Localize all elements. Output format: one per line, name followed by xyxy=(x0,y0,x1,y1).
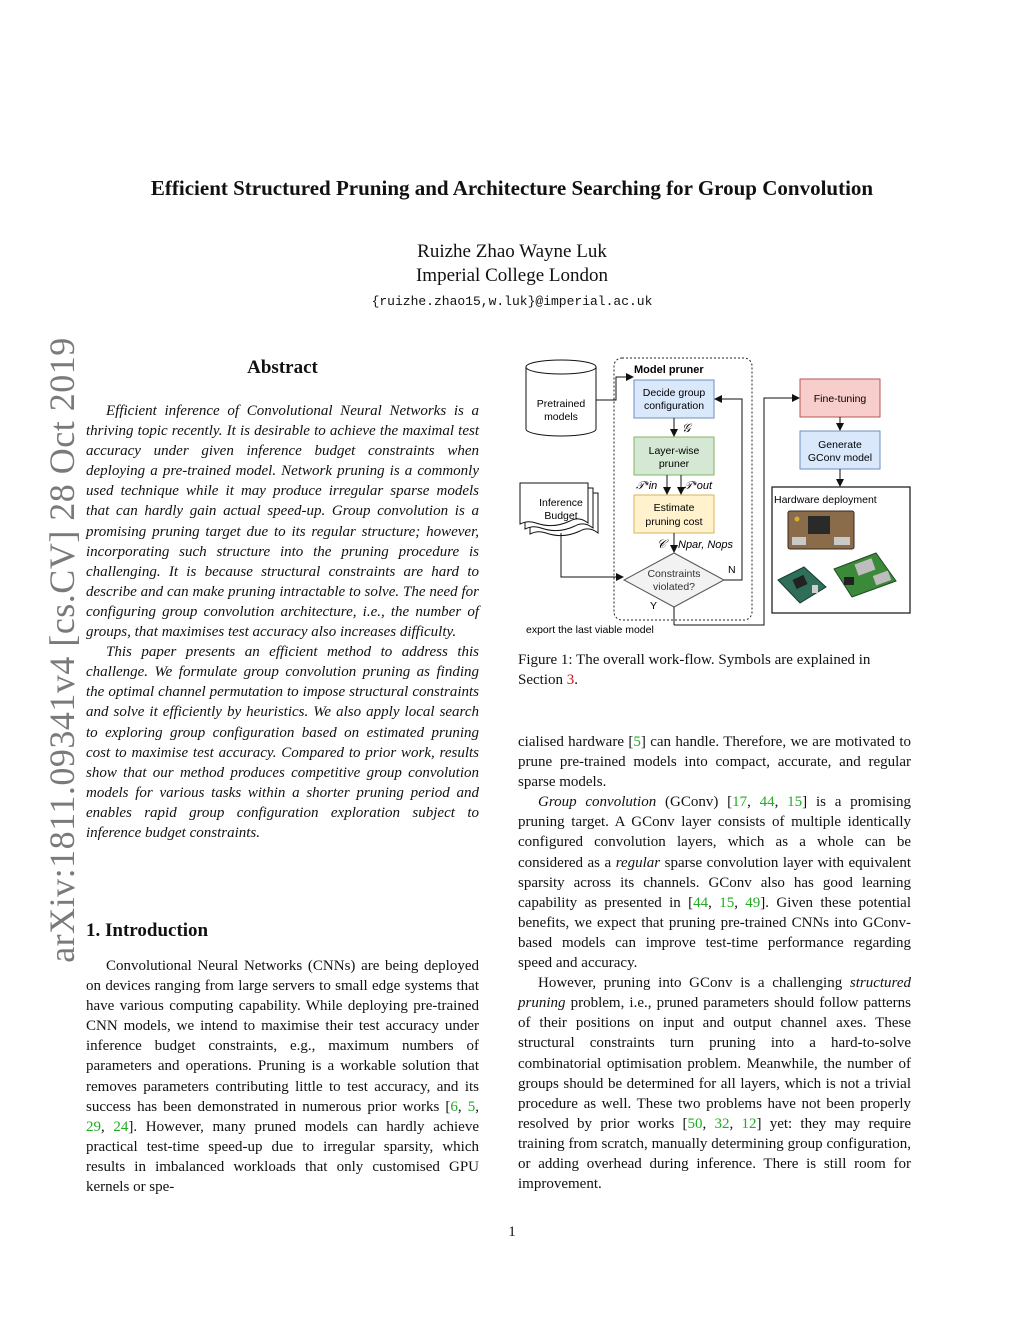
pretrained-models-cylinder xyxy=(526,360,596,436)
label-n: N xyxy=(728,564,736,576)
right-column-body xyxy=(518,732,911,1194)
text-run: Convolutional Neural Networks (CNNs) are being deployed on devices ranging from large servers to small edge systems that have various computing capability. While deploying pre-trained CNN models, we intend to maximise their test accuracy under inference budget constraints, e.g., maximum numbers of parameters and operations. Pruning is a workable solution that removes parameters contributing little to test accuracy, and its success has been demonstrated in numerous prior works [ xyxy=(86,958,479,1115)
text-run: sparse convolution layer with equivalent sparsity across its channels. GConv also has good learning capability as presented in [ xyxy=(518,854,911,911)
citation-link[interactable]: 5 xyxy=(633,734,641,750)
authors: Ruizhe Zhao Wayne Luk xyxy=(417,241,607,262)
budget-label-1: Inference xyxy=(539,497,583,509)
constraints-label-1: Constraints xyxy=(647,568,701,580)
right-paragraph-1 xyxy=(518,732,911,792)
abstract-body xyxy=(86,401,479,843)
jetson-board-image xyxy=(788,511,854,549)
budget-label-2: Budget xyxy=(544,510,578,522)
emphasis-text: regular xyxy=(615,854,661,871)
citation-link[interactable]: 6 xyxy=(450,1098,458,1115)
inference-budget-documents xyxy=(520,483,598,536)
symbol-t-in: 𝒯*in xyxy=(636,480,658,492)
model-pruner-label: Model pruner xyxy=(634,364,704,376)
pretrained-label-2: models xyxy=(544,411,578,423)
citation-link[interactable]: 50 xyxy=(687,1115,703,1132)
decide-group-box xyxy=(634,380,714,418)
right-paragraph-3: However, pruning into GConv is a challenging structured pruning problem, i.e., pruned parameters should follow patterns of their positions on input and output channel axes. These structural constraints turn pruning into a hard-to-solve combinatorial optimisation problem. Meanwhile, the number of groups should be determined for all layers, which is not a trivial procedure as well. These two problems have not been properly resolved by prior works [50, 32, 12] yet: they may require training from scratch, manually determining group configuration, or adding overhead during inference. There is still room for improvement. xyxy=(518,975,912,1193)
citation-link[interactable]: 5 xyxy=(467,1098,476,1115)
citation-link[interactable]: 12 xyxy=(741,1115,757,1132)
text-run: problem, i.e., pruned parameters should follow patterns of their positions on input and output channel axes. These structural constraints turn pruning into a hard-to-solve combinatorial optimisation problem. Meanwhile, the number of groups should be determined for all layers, which is not a trivial procedure as well. These two problems have not been properly resolved by prior works [ xyxy=(518,995,911,1132)
citation-link[interactable]: 44 xyxy=(759,794,775,811)
text-run: ] yet: they may require training from scratch, manually determining group configuration, or adding overhead during inference. There is still room for improvement. xyxy=(518,1115,912,1193)
text-run: ]. However, many pruned models can hardly achieve practical test-time speed-up due to irregular sparsity, which results in imbalanced workloads that only customised GPU kernels or spe- xyxy=(86,1118,479,1196)
abstract-heading: Abstract xyxy=(247,357,318,378)
page-number: 1 xyxy=(508,1224,516,1240)
text-run: However, pruning into GConv is a challenging xyxy=(538,975,850,992)
estimate-label-1: Estimate xyxy=(653,502,695,514)
decide-label-1: Decide group xyxy=(642,387,706,399)
citation-link[interactable]: 49 xyxy=(745,894,761,911)
constraints-decision-diamond xyxy=(624,553,724,607)
right-paragraph-2: Group convolution (GConv) [17, 44, 15] is a promising pruning target. A GConv layer consists of multiple identically configured convolution layers, which as a whole can be considered as a regular sparse convolution layer with equivalent sparsity across its channels. GConv also has good learning capability as presented in [44, 15, 49]. Given these potential benefits, we expect that pruning pre-trained CNNs into GConv-based models can improve test-time performance regarding speed and accuracy. xyxy=(518,794,912,972)
layer-label-1: Layer-wise xyxy=(648,445,700,457)
symbol-n: Npar, Nops xyxy=(678,539,734,551)
emphasis-text: structured pruning xyxy=(518,975,911,1012)
citation-link[interactable]: 15 xyxy=(719,894,735,911)
workflow-figure xyxy=(516,355,916,640)
emphasis-text: Group convolution xyxy=(538,794,657,811)
author-emails: {ruizhe.zhao15,w.luk}@imperial.ac.uk xyxy=(371,294,653,309)
export-label: export the last viable model xyxy=(526,624,654,636)
citation-link[interactable]: 15 xyxy=(787,794,803,811)
text-run: ] is a promising pruning target. A GConv layer consists of multiple identically configured convolution layers, which as a whole can be considered as a xyxy=(518,794,912,871)
figure-caption xyxy=(518,650,911,690)
abstract-paragraph-2: This paper presents an efficient method to address this challenge. We formulate group convolution pruning as finding the optimal channel permutation to impose structural constraints and solve it efficiently by heuristics. We also apply local search to exploring group configuration based on estimated pruning cost to maximise test accuracy. Compared to prior work, results show that our method produces competitive group convolution models for various tasks within a shorter pruning period and enables rapid group configuration exploration subject to inference budget constraints. xyxy=(86,644,479,841)
pretrained-label-1: Pretrained xyxy=(536,398,586,410)
citation-link[interactable]: 32 xyxy=(714,1115,730,1132)
generate-label-1: Generate xyxy=(818,439,862,451)
caption-text: Figure 1: The overall work-flow. Symbols are explained in Section xyxy=(518,652,871,688)
arxiv-sidebar-id: arXiv:1811.09341v4 [cs.CV] 28 Oct 2019 xyxy=(42,337,82,963)
text-run: cialised hardware [ xyxy=(518,734,634,750)
citation-link[interactable]: 17 xyxy=(732,794,748,811)
citation-link[interactable]: 44 xyxy=(693,894,709,911)
introduction-paragraph-1: Convolutional Neural Networks (CNNs) are being deployed on devices ranging from large servers to small edge systems that have various computing capability. While deploying pre-trained CNN models, we intend to maximise their test accuracy under inference budget constraints, e.g., maximum numbers of parameters and operations. Pruning is a workable solution that removes parameters contributing little to test accuracy, and its success has been demonstrated in numerous prior works [6, 5, 29, 24]. However, many pruned models can hardly achieve practical test-time speed-up due to irregular sparsity, which results in imbalanced workloads that only customised GPU kernels or spe- xyxy=(86,958,480,1196)
abstract-paragraph-1: Efficient inference of Convolutional Neural Networks is a thriving topic recently. It is desirable to achieve the maximal test accuracy under given inference budget constraints when deploying a pre-trained model. Network pruning is a commonly used technique while it may produce irregular sparse models that can hardly gain actual speed-up. Group convolution is a promising pruning target due to its regular structure; however, incorporating such structure into the pruning procedure is challenging. It is because structural constraints are hard to describe and can make pruning intractable to solve. The need for configuring group convolution architecture, i.e., the number of groups, that maximises test accuracy also increases difficulty. xyxy=(86,403,479,641)
affiliation: Imperial College London xyxy=(415,265,609,286)
symbol-c: 𝒞 xyxy=(657,537,666,551)
arrow-no-loop xyxy=(715,399,742,580)
label-y: Y xyxy=(650,600,658,612)
symbol-g: 𝒢 xyxy=(682,421,691,435)
introduction-heading: 1. Introduction xyxy=(86,920,209,941)
caption-text-end: . xyxy=(574,672,578,688)
citation-link[interactable]: 29 xyxy=(86,1118,101,1135)
text-run: ]. Given these potential benefits, we expect that pruning pre-trained CNNs into GConv-based models can improve test-time performance regarding speed and accuracy. xyxy=(518,894,912,972)
estimate-label-2: pruning cost xyxy=(645,516,703,528)
introduction-body xyxy=(86,956,479,1197)
generate-label-2: GConv model xyxy=(807,452,873,464)
text-run: (GConv) [ xyxy=(656,794,733,811)
layer-label-2: pruner xyxy=(658,458,690,470)
decide-label-2: configuration xyxy=(643,400,705,412)
symbol-t-out: 𝒯*out xyxy=(684,480,712,492)
hardware-label: Hardware deployment xyxy=(774,494,877,506)
arrow-pretrained-to-pruner xyxy=(596,377,633,400)
finetune-label: Fine-tuning xyxy=(813,393,867,405)
citation-link[interactable]: 24 xyxy=(113,1118,129,1135)
paper-title: Efficient Structured Pruning and Architecture Searching for Group Convolution xyxy=(150,176,874,200)
section-reference-link[interactable]: 3 xyxy=(566,672,575,688)
text-run: ] can handle. Therefore, we are motivated to prune pre-trained models into compact, accurate, and regular sparse models. xyxy=(518,734,911,791)
constraints-label-2: violated? xyxy=(652,581,696,593)
